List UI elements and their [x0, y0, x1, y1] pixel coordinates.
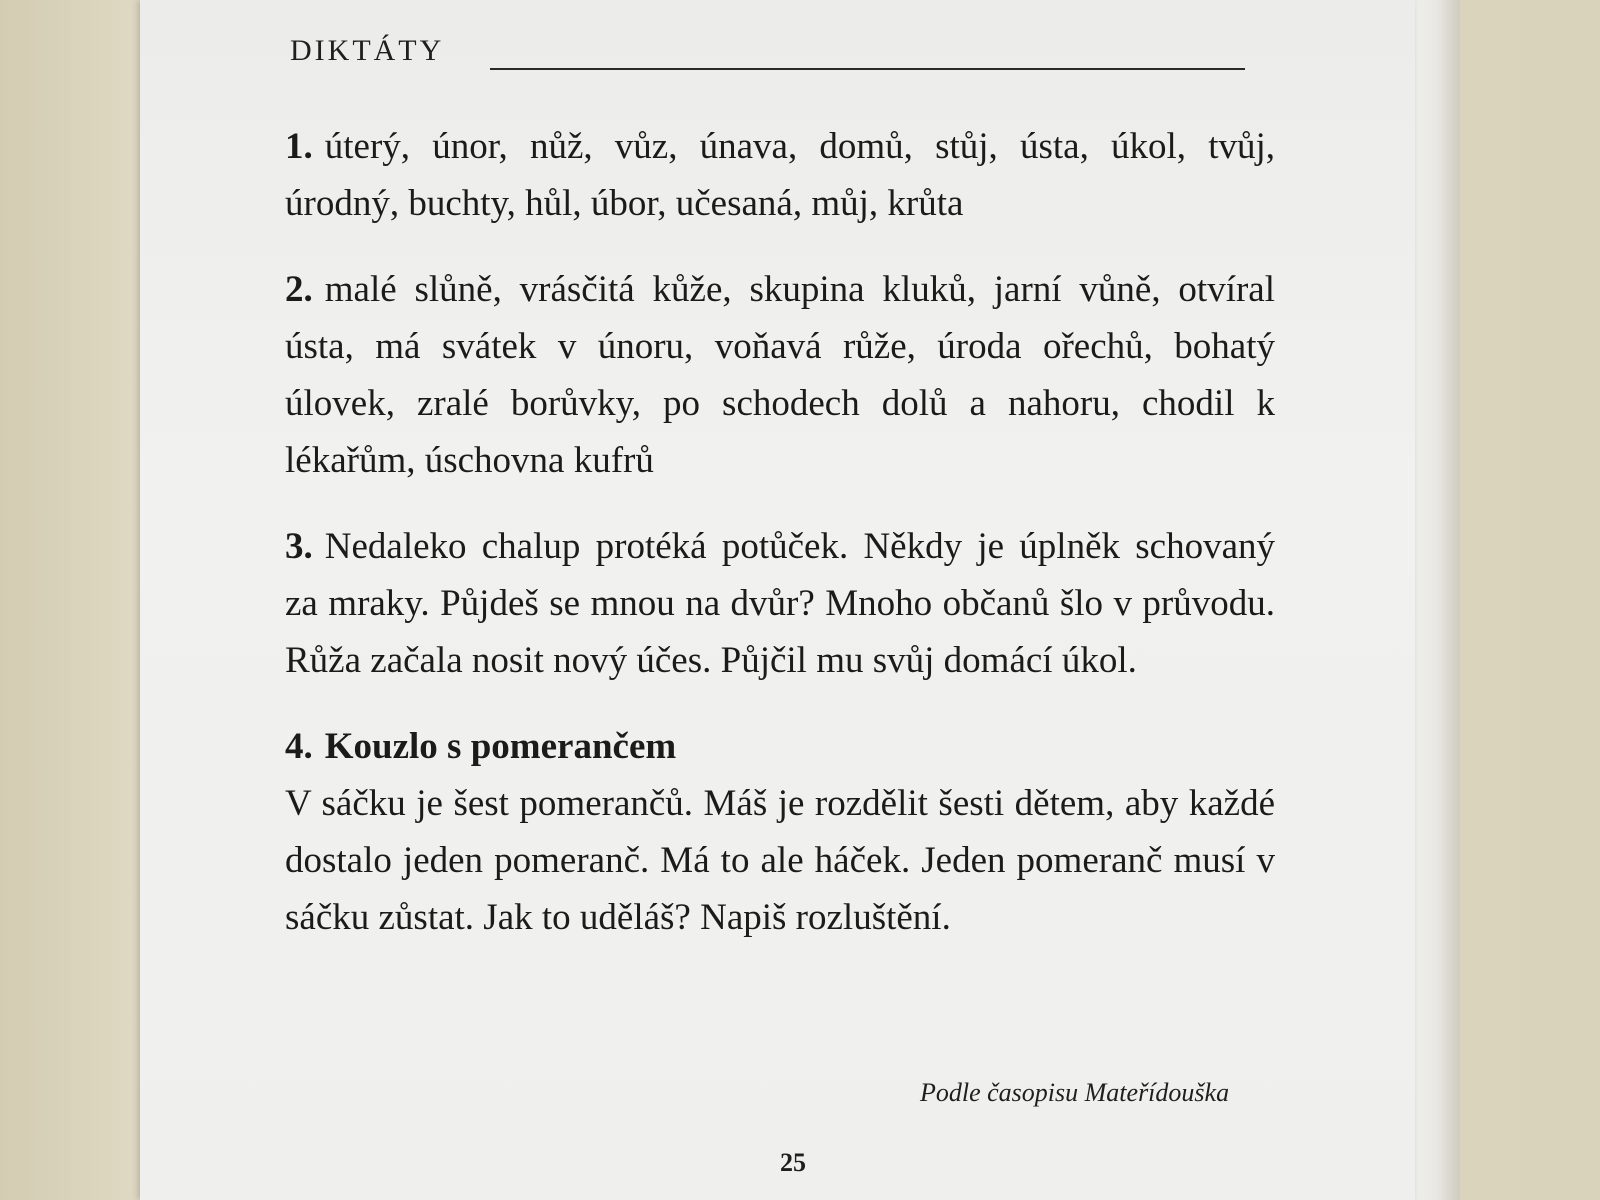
exercise-title: Kouzlo s pomerančem	[324, 726, 677, 767]
exercise-heading	[285, 718, 1275, 775]
header-rule	[490, 68, 1245, 70]
exercise-number: 2.	[285, 269, 313, 310]
exercise-number: 3.	[285, 526, 313, 567]
exercise-list	[285, 118, 1275, 975]
exercise-number: 4.	[285, 726, 313, 767]
exercise-text: V sáčku je šest pomerančů. Máš je rozdělit šesti dětem, aby každé dostalo jeden pomeranč. Má to ale háček. Jeden pomeranč musí v sáčku zůstat. Jak to uděláš? Napiš rozluštění.	[285, 783, 1275, 938]
book-page	[140, 0, 1415, 1200]
exercise-4	[285, 718, 1275, 946]
page-header: DIKTÁTY	[290, 34, 445, 67]
source-credit: Podle časopisu Mateřídouška	[920, 1078, 1230, 1107]
exercise-2	[285, 261, 1275, 489]
exercise-3	[285, 518, 1275, 689]
page-number: 25	[780, 1148, 806, 1177]
exercise-text: Nedaleko chalup protéká potůček. Někdy je úplněk schovaný za mraky. Půjdeš se mnou na dvůr? Mnoho občanů šlo v průvodu. Růža začala nosit nový účes. Půjčil mu svůj domácí úkol.	[285, 526, 1275, 681]
exercise-number: 1.	[285, 126, 313, 167]
exercise-1	[285, 118, 1275, 232]
exercise-text: malé slůně, vrásčitá kůže, skupina kluků, jarní vůně, otvíral ústa, má svátek v únoru, voňavá růže, úroda ořechů, bohatý úlovek, zralé borůvky, po schodech dolů a nahoru, chodil k lékařům, úschovna kufrů	[285, 269, 1275, 481]
exercise-text: úterý, únor, nůž, vůz, únava, domů, stůj, ústa, úkol, tvůj, úrodný, buchty, hůl, úbor, učesaná, můj, krůta	[285, 126, 1275, 224]
